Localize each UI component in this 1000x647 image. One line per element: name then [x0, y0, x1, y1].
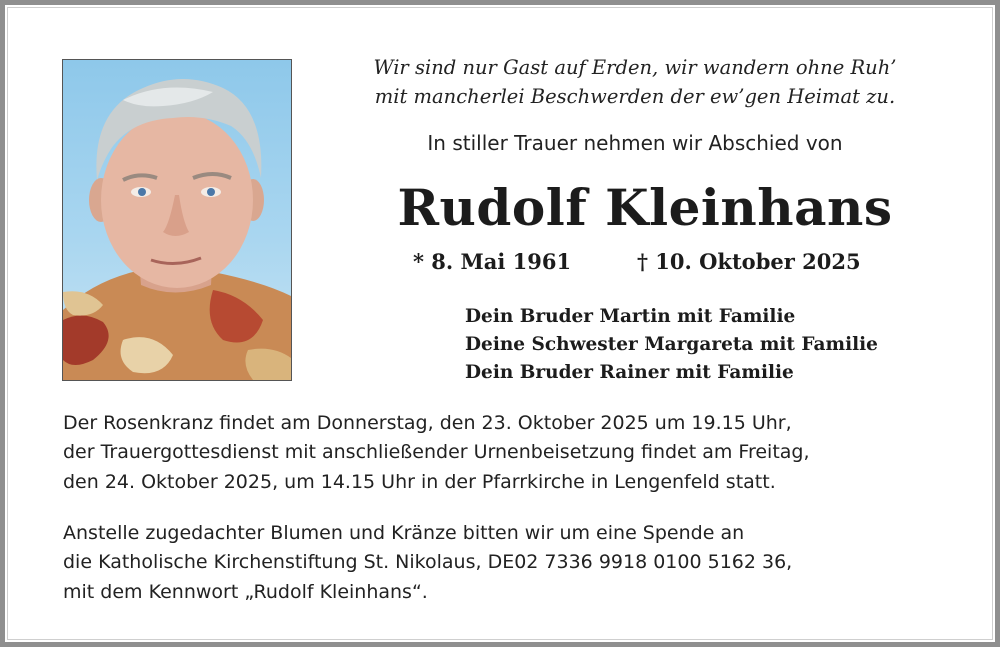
verse-line-1: Wir sind nur Gast auf Erden, wir wandern ohne Ruh’	[373, 56, 897, 79]
service-info-line-3: den 24. Oktober 2025, um 14.15 Uhr in der Pfarrkirche in Lengenfeld statt.	[63, 471, 776, 493]
farewell-intro: In stiller Trauer nehmen wir Abschied von	[427, 131, 843, 155]
mourner-line: Dein Bruder Martin mit Familie	[465, 306, 796, 327]
birth-date: * 8. Mai 1961	[413, 249, 572, 274]
donation-info-line-3: mit dem Kennwort „Rudolf Kleinhans“.	[63, 581, 428, 603]
service-info-line-2: der Trauergottesdienst mit anschließender Urnenbeisetzung findet am Freitag,	[63, 441, 810, 463]
mourner-line: Dein Bruder Rainer mit Familie	[465, 362, 794, 383]
death-date: † 10. Oktober 2025	[637, 249, 861, 274]
donation-info-line-2: die Katholische Kirchenstiftung St. Nikolaus, DE02 7336 9918 0100 5162 36,	[63, 551, 793, 573]
verse-line-2: mit mancherlei Beschwerden der ew’gen Heimat zu.	[374, 85, 896, 108]
deceased-name: Rudolf Kleinhans	[397, 178, 893, 237]
donation-info-line-1: Anstelle zugedachter Blumen und Kränze bitten wir um eine Spende an	[63, 522, 745, 544]
service-info-line-1: Der Rosenkranz findet am Donnerstag, den 23. Oktober 2025 um 19.15 Uhr,	[63, 412, 792, 434]
mourner-line: Deine Schwester Margareta mit Familie	[465, 334, 878, 355]
portrait-photo	[62, 59, 292, 381]
